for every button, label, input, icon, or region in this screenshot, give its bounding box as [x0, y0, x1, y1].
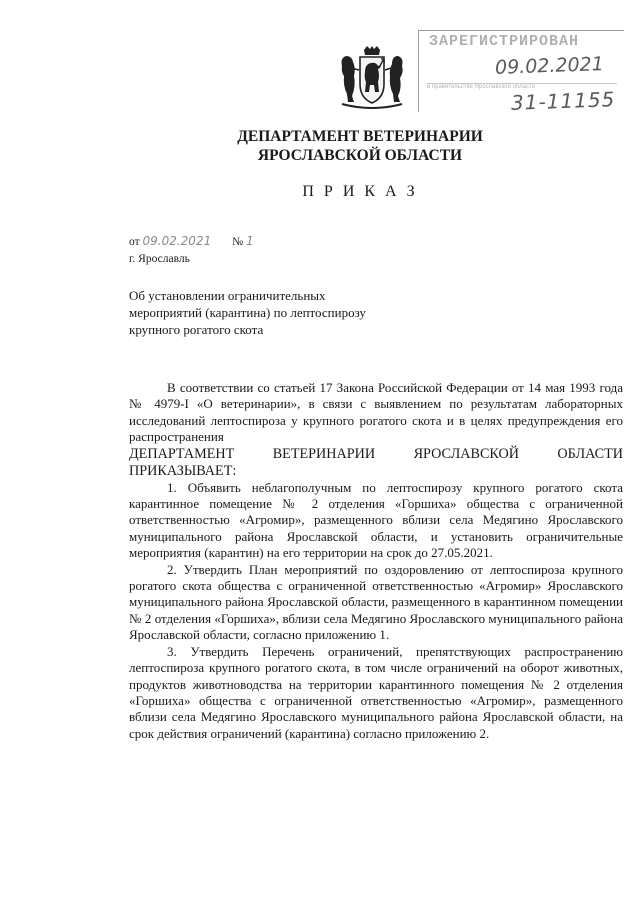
from-label: от [129, 236, 140, 248]
intro-paragraph: В соответствии со статьей 17 Закона Российской Федерации от 14 мая 1993 года № 4979-I «О ветеринарии», в связи с выявлением по результатам лабораторных исследований лептоспироза у крупного рогатого скота и в целях предупреждения его распространения [129, 380, 623, 445]
order-number: 1 [245, 234, 254, 248]
order-heading-line-1: ДЕПАРТАМЕНТ ВЕТЕРИНАРИИ ЯРОСЛАВСКОЙ ОБЛАСТИ [129, 445, 623, 462]
stamp-small-text: в правительстве Ярославской области [427, 83, 617, 90]
stamp-title: ЗАРЕГИСТРИРОВАН [429, 33, 580, 50]
document-type-title: П Р И К А З [302, 183, 418, 200]
order-item-2: 2. Утвердить План мероприятий по оздоровлению от лептоспироза крупного рогатого скота общества с ограниченной ответственностью «Агромир» Ярославского муниципального района Ярославской области, размещенного в карантинном помещении № 2 отделения «Горшиха», вблизи села Медягино Ярославского муниципального района Ярославской области, согласно приложению 1. [129, 561, 623, 643]
org-line-2: ЯРОСЛАВСКОЙ ОБЛАСТИ [257, 147, 463, 164]
order-item-1: 1. Объявить неблагополучным по лептоспирозу крупного рогатого скота карантинное помещение № 2 отделения «Горшиха» общества с ограниченной ответственностью «Агромир», размещенного вблизи села Медягино Ярославского муниципального района Ярославской области, и установить ограничительные мероприятия (карантин) на его территории на срок до 27.05.2021. [129, 479, 623, 561]
order-subject: Об установлении ограничительных мероприятий (карантина) по лептоспирозу крупного рогатого скота [129, 288, 366, 337]
organization-name [0, 127, 640, 165]
coat-of-arms-icon [334, 46, 410, 112]
stamp-registration-number: 31-11155 [510, 87, 616, 115]
order-date-number [129, 234, 254, 248]
number-label: № [232, 236, 244, 248]
registration-stamp [418, 30, 624, 115]
stamp-date: 09.02.2021 [494, 53, 605, 79]
city: г. Ярославль [129, 253, 190, 265]
order-item-3: 3. Утвердить Перечень ограничений, препятствующих распространению лептоспироза крупного рогатого скота, в том числе ограничений на оборот животных, продуктов животноводства на территории карантинного помещения № 2 отделения «Горшиха» общества с ограниченной ответственностью «Агромир», размещенного вблизи села Медягино Ярославского муниципального района Ярославской области, на срок действия ограничений (карантина) согласно приложению 2. [129, 643, 623, 741]
order-heading-line-2: ПРИКАЗЫВАЕТ: [129, 462, 237, 479]
order-date: 09.02.2021 [142, 234, 212, 248]
order-body [129, 380, 623, 742]
org-line-1: ДЕПАРТАМЕНТ ВЕТЕРИНАРИИ [237, 128, 483, 145]
